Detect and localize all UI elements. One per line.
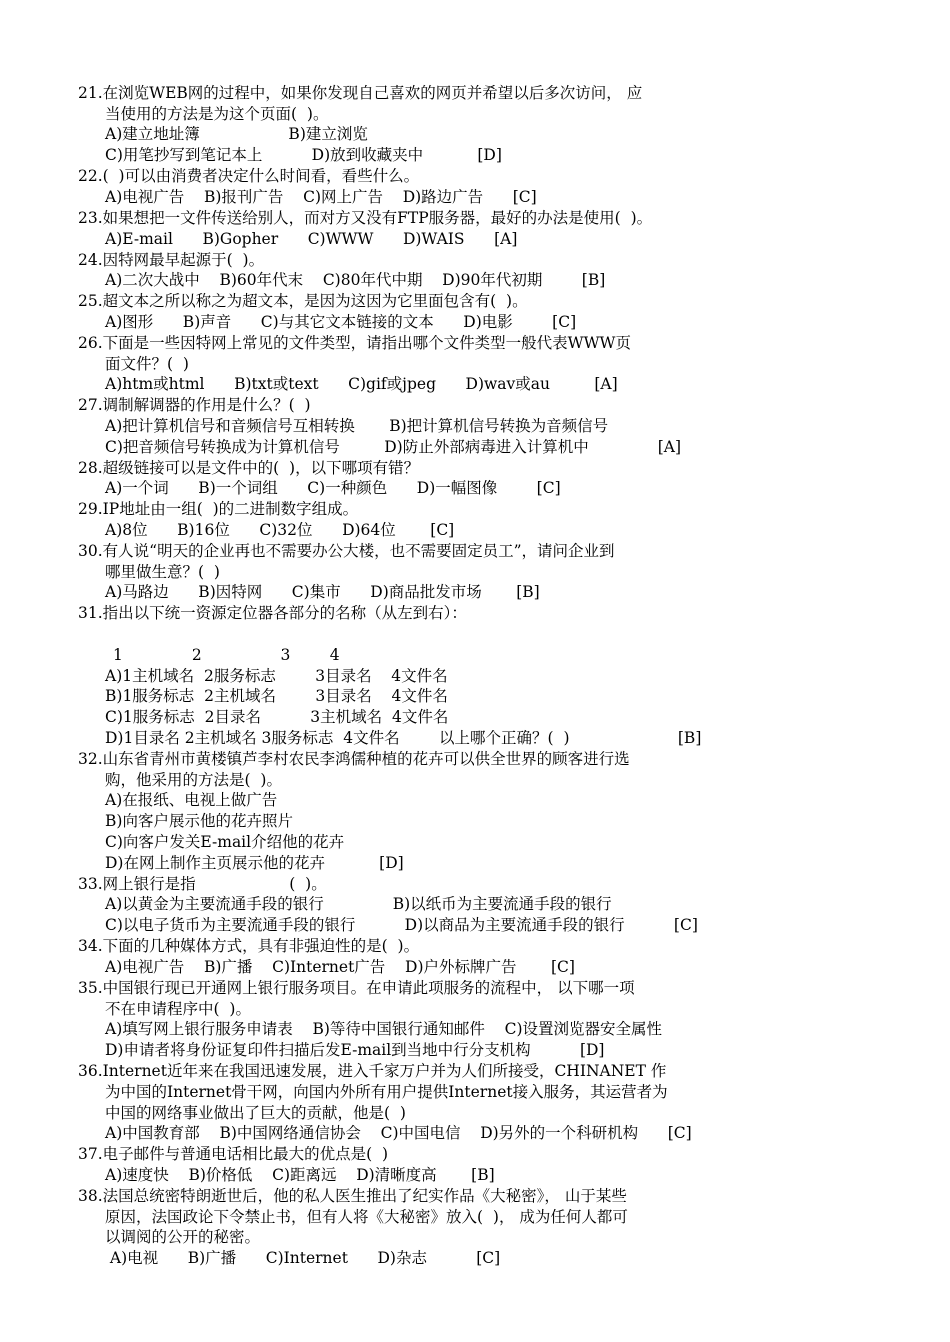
text-line: 36.Internet近年来在我国迅速发展，进入千家万户并为人们所接受，CHINANET 作 — [78, 1062, 667, 1080]
text-line: 27.调制解调器的作用是什么？( ) — [78, 396, 311, 414]
text-line: 22.( )可以由消费者决定什么时间看，看些什么。 — [78, 167, 420, 185]
text-line: B)向客户展示他的花卉照片 — [105, 812, 293, 830]
text-line: A)中国教育部 B)中国网络通信协会 C)中国电信 D)另外的一个科研机构 [C] — [105, 1124, 692, 1142]
text-line: 26.下面是一些因特网上常见的文件类型，请指出哪个文件类型一般代表WWW页 — [78, 334, 631, 352]
text-line: 为中国的Internet骨干网，向国内外所有用户提供Internet接入服务，其运营者为 — [105, 1083, 668, 1101]
text-line: A)E-mail B)Gopher C)WWW D)WAIS [A] — [105, 230, 518, 248]
text-line: C)把音频信号转换成为计算机信号 D)防止外部病毒进入计算机中 [A] — [105, 438, 681, 456]
text-line: 28.超级链接可以是文件中的( )，以下哪项有错？ — [78, 459, 420, 477]
text-line: A)一个词 B)一个词组 C)一种颜色 D)一幅图像 [C] — [105, 479, 561, 497]
text-line: 24.因特网最早起源于( )。 — [78, 251, 265, 269]
text-line: 当使用的方法是为这个页面( )。 — [105, 105, 329, 123]
text-line: A)电视广告 B)广播 C)Internet广告 D)户外标牌广告 [C] — [105, 958, 575, 976]
text-line: C)1服务标志 2目录名 3主机域名 4文件名 — [105, 708, 449, 726]
text-line: A)二次大战中 B)60年代末 C)80年代中期 D)90年代初期 [B] — [105, 271, 606, 289]
text-line: C)用笔抄写到笔记本上 D)放到收藏夹中 [D] — [105, 146, 502, 164]
text-line: D)1目录名 2主机域名 3服务标志 4文件名 以上哪个正确？( ) [B] — [105, 729, 702, 747]
text-line: 中国的网络事业做出了巨大的贡献，他是( ) — [105, 1104, 406, 1122]
text-line: A)htm或html B)txt或text C)gif或jpeg D)wav或au [A] — [105, 375, 618, 393]
text-line: A)速度快 B)价格低 C)距离远 D)清晰度高 [B] — [105, 1166, 495, 1184]
text-line: 29.IP地址由一组( )的二进制数字组成。 — [78, 500, 359, 518]
text-line: A)1主机域名 2服务标志 3目录名 4文件名 — [105, 667, 448, 685]
text-line: D)申请者将身份证复印件扫描后发E-mail到当地中行分支机构 [D] — [105, 1041, 605, 1059]
text-line: 购，他采用的方法是( )。 — [105, 771, 282, 789]
text-line: 34.下面的几种媒体方式，具有非强迫性的是( )。 — [78, 937, 420, 955]
text-line: C)向客户发关E-mail介绍他的花卉 — [105, 833, 345, 851]
text-line: 21.在浏览WEB网的过程中，如果你发现自己喜欢的网页并希望以后多次访问， 应 — [78, 84, 643, 102]
text-line: A)图形 B)声音 C)与其它文本链接的文本 D)电影 [C] — [105, 313, 577, 331]
text-line: 32.山东省青州市黄楼镇芦李村农民李鸿儒种植的花卉可以供全世界的顾客进行选 — [78, 750, 630, 768]
text-line: 31.指出以下统一资源定位器各部分的名称（从左到右）： — [78, 604, 467, 622]
text-line: 25.超文本之所以称之为超文本，是因为这因为它里面包含有( )。 — [78, 292, 528, 310]
text-line: A)填写网上银行服务申请表 B)等待中国银行通知邮件 C)设置浏览器安全属性 — [105, 1020, 663, 1038]
text-line: 35.中国银行现已开通网上银行服务项目。在申请此项服务的流程中， 以下哪一项 — [78, 979, 635, 997]
text-line: 面文件？( ) — [105, 355, 189, 373]
text-line: 30.有人说“明天的企业再也不需要办公大楼，也不需要固定员工”，请问企业到 — [78, 542, 615, 560]
text-line: A)在报纸、电视上做广告 — [105, 791, 278, 809]
text-line: A)8位 B)16位 C)32位 D)64位 [C] — [105, 521, 455, 539]
text-line: 1 2 3 4 — [113, 646, 340, 664]
text-line: 以调阅的公开的秘密。 — [105, 1228, 261, 1246]
text-line: 哪里做生意？( ) — [105, 563, 220, 581]
text-line: 38.法国总统密特朗逝世后，他的私人医生推出了纪实作品《大秘密》， 山于某些 — [78, 1187, 627, 1205]
text-line: B)1服务标志 2主机域名 3目录名 4文件名 — [105, 687, 448, 705]
text-line: A)电视 B)广播 C)Internet D)杂志 [C] — [105, 1249, 501, 1267]
text-line: 原因，法国政论下令禁止书，但有人将《大秘密》放入( )， 成为任何人都可 — [105, 1208, 628, 1226]
text-line: 33.网上银行是指 ( )。 — [78, 875, 327, 893]
text-line: 不在申请程序中( )。 — [105, 1000, 251, 1018]
text-line: D)在网上制作主页展示他的花卉 [D] — [105, 854, 404, 872]
text-line: 23.如果想把一文件传送给别人，而对方又没有FTP服务器，最好的办法是使用( )。 — [78, 209, 653, 227]
text-line: A)马路边 B)因特网 C)集市 D)商品批发市场 [B] — [105, 583, 540, 601]
text-line: A)把计算机信号和音频信号互相转换 B)把计算机信号转换为音频信号 — [105, 417, 609, 435]
text-line: A)电视广告 B)报刊广告 C)网上广告 D)路边广告 [C] — [105, 188, 537, 206]
text-line: 37.电子邮件与普通电话相比最大的优点是( ) — [78, 1145, 389, 1163]
text-line: A)以黄金为主要流通手段的银行 B)以纸币为主要流通手段的银行 — [105, 895, 612, 913]
text-line: C)以电子货币为主要流通手段的银行 D)以商品为主要流通手段的银行 [C] — [105, 916, 698, 934]
text-line: A)建立地址簿 B)建立浏览 — [105, 125, 368, 143]
